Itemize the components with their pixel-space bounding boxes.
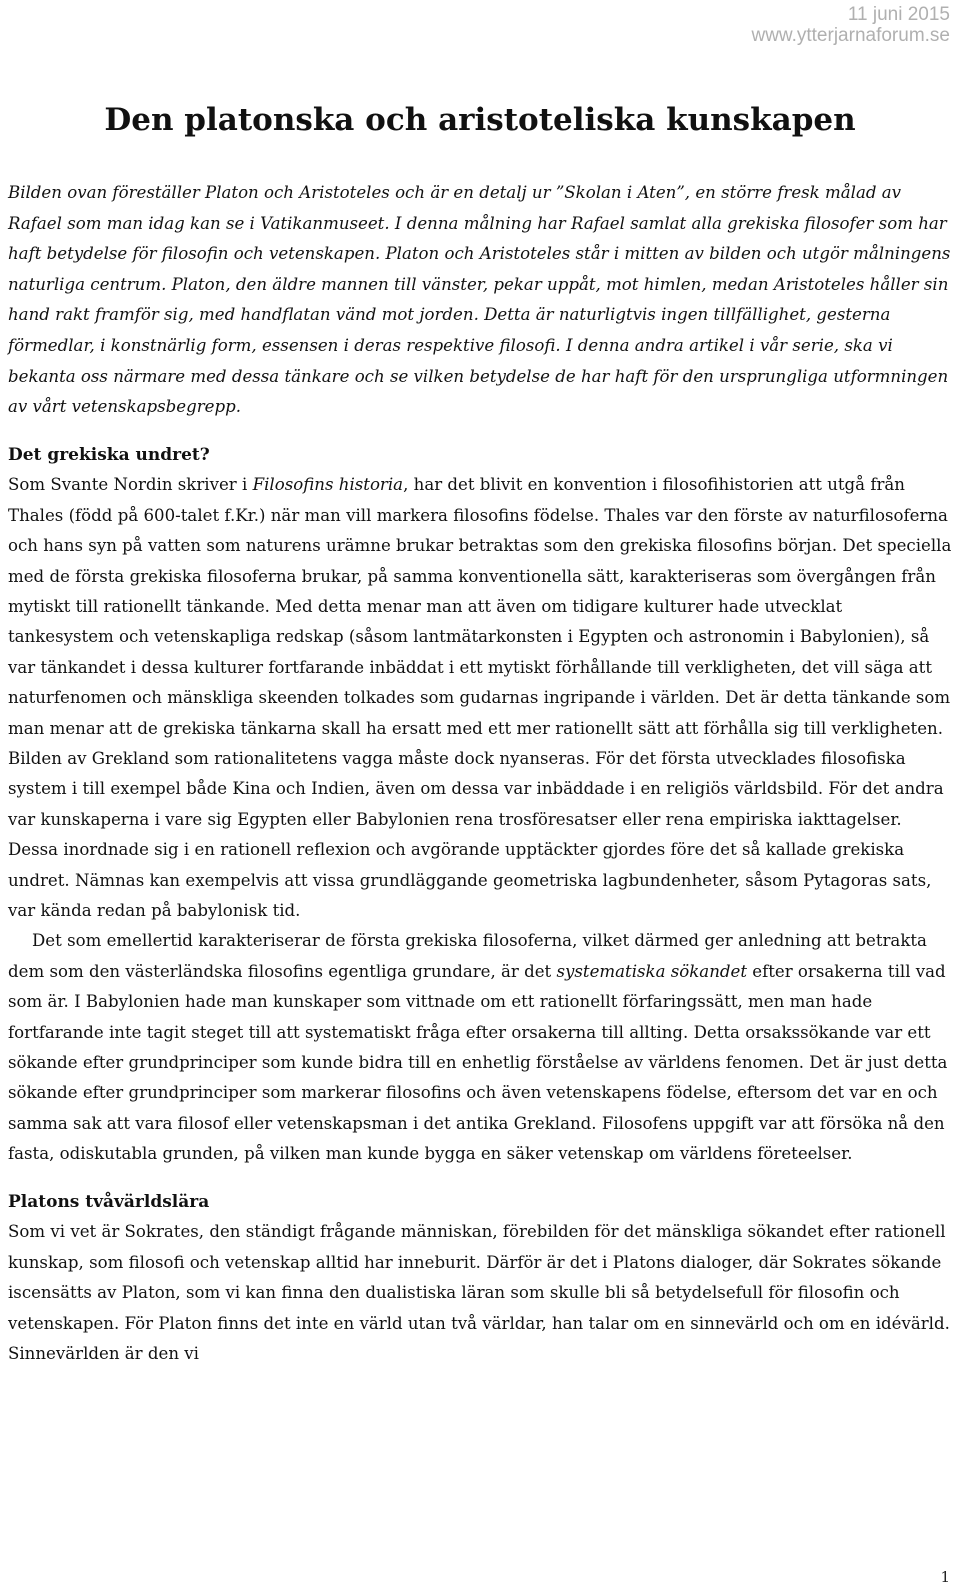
text-run: , har det blivit en konvention i filosofihistorien att utgå från Thales (född på 600-talet f.Kr.) när man vill markera filosofins födelse. Thales var den förste av naturfilosoferna och hans syn på vatten som naturens urämne brukar betraktas som den grekiska filosofins början. Det speciella med de första grekiska filosoferna brukar, på samma konventionella sätt, karakteriseras som övergången från mytiskt till rationellt tänkande. Med detta menar man att även om tidigare kulturer hade utvecklat tankesystem och vetenskapliga redskap (såsom lantmätarkonsten i Egypten och astronomin i Babylonien), så var tänkandet i dessa kulturer fortfarande inbäddat i ett mytiskt förhållande till verkligheten, det vill säga att naturfenomen och mänskliga skeenden tolkades som gudarnas ingripande i världen. Det är detta tänkande som man menar att de grekiska tänkarna skall ha ersatt med ett mer rationellt sätt att förhålla sig till verkligheten. Bilden av Grekland som rationalitetens vagga måste dock nyanseras. För det första utvecklades filosofiska system i till exempel både Kina och Indien, även om dessa var inbäddade i en religiös världsbild. För det andra var kunskaperna i vare sig Egypten eller Babylonien rena trosföresatser eller rena empiriska iakttagelser. Dessa inordnade sig i en rationell reflexion och avgörande upptäckter gjordes före det så kallade grekiska undret. Nämnas kan exempelvis att vissa grundläggande geometriska lagbundenheter, såsom Pytagoras sats, var kända redan på babylonisk tid.	[8, 475, 952, 921]
text-run: Som Svante Nordin skriver i	[8, 475, 253, 495]
article-body	[8, 178, 952, 1369]
section1-paragraph-1	[8, 470, 952, 926]
website-url: www.ytterjarnaforum.se	[751, 25, 950, 46]
document-header	[751, 4, 950, 46]
page-number: 1	[940, 1568, 950, 1586]
section2-paragraph-1: Som vi vet är Sokrates, den ständigt frågande människan, förebilden för det mänskliga sökandet efter rationell kunskap, som filosofi och vetenskap alltid har inneburit. Därför är det i Platons dialoger, där Sokrates sökande iscensätts av Platon, som vi kan finna den dualistiska läran som skulle bli så betydelsefull för filosofin och vetenskapen. För Platon finns det inte en värld utan två världar, han talar om en sinnevärld och om en idévärld. Sinnevärlden är den vi	[8, 1222, 950, 1363]
text-run: efter orsakerna till vad som är. I Babylonien hade man kunskaper som vittnade om ett rationellt förfaringssätt, men man hade fortfarande inte tagit steget till att systematiskt fråga efter orsakerna till allting. Detta orsakssökande var ett sökande efter grundprinciper som kunde bidra till en enhetlig förståelse av världens fenomen. Det är just detta sökande efter grundprinciper som markerar filosofins och även vetenskapens födelse, eftersom det var en och samma sak att vara filosof eller vetenskapsman i det antika Grekland. Filosofens uppgift var att försöka nå den fasta, odiskutabla grunden, på vilken man kunde bygga en säker vetenskap om världens företeelser.	[8, 961, 948, 1164]
page-title: Den platonska och aristoteliska kunskapen	[104, 102, 856, 138]
section-heading-tvavarldslara: Platons tvåvärldslära	[8, 1191, 210, 1212]
section-heading-grekiska-undret: Det grekiska undret?	[8, 444, 210, 465]
book-title: Filosofins historia	[252, 475, 404, 495]
text-run: Det som emellertid karakteriserar de första grekiska filosoferna, vilket därmed ger anledning att betrakta dem som den västerländska filosofins egentliga grundare, är det	[8, 931, 927, 981]
document-date: 11 juni 2015	[847, 4, 950, 25]
section1-paragraph-2	[8, 926, 952, 1169]
intro-paragraph: Bilden ovan föreställer Platon och Aristoteles och är en detalj ur ”Skolan i Aten”, en större fresk målad av Rafael som man idag kan se i Vatikanmuseet. I denna målning har Rafael samlat alla grekiska filosofer som har haft betydelse för filosofin och vetenskapen. Platon och Aristoteles står i mitten av bilden och utgör målningens naturliga centrum. Platon, den äldre mannen till vänster, pekar uppåt, mot himlen, medan Aristoteles håller sin hand rakt framför sig, med handflatan vänd mot jorden. Detta är naturligtvis ingen tillfällighet, gesterna förmedlar, i konstnärlig form, essensen i deras respektive filosofi. I denna andra artikel i vår serie, ska vi bekanta oss närmare med dessa tänkare och se vilken betydelse de har haft för den ursprungliga utformningen av vårt vetenskapsbegrepp.	[8, 183, 951, 417]
emphasis-text: systematiska sökandet	[556, 961, 747, 981]
